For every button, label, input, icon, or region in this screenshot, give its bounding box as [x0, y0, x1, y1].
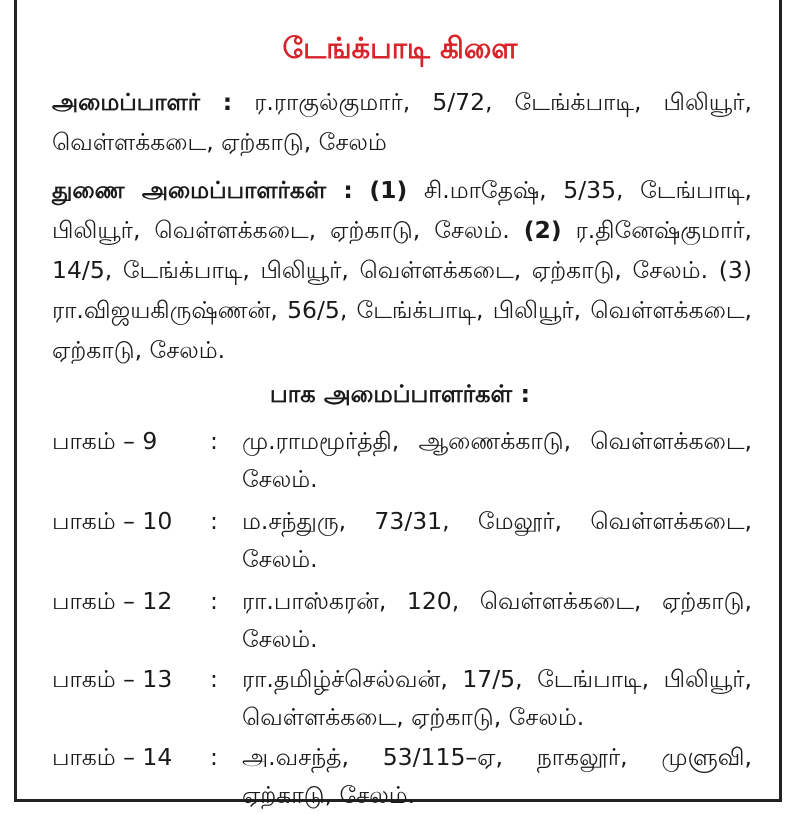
deputy-text-3: ரா.விஜயகிருஷ்ணன், 56/5, டேங்க்பாடி, பிலியூர், வெள்ளக்கடை, ஏற்காடு, சேலம்.: [52, 296, 752, 364]
deputy-num-3: (3): [718, 256, 752, 284]
ward-label: பாகம் – 9: [52, 427, 158, 455]
ward-label: பாகம் – 10: [52, 507, 173, 535]
deputy-num-2: (2): [523, 216, 562, 244]
ward-text: ரா.பாஸ்கரன், 120, வெள்ளக்கடை, ஏற்காடு, சேலம்.: [242, 587, 752, 653]
ward-label: பாகம் – 12: [52, 587, 173, 615]
ward-label: பாகம் – 14: [52, 743, 173, 771]
ward-colon: :: [210, 665, 218, 693]
ward-colon: :: [210, 427, 218, 455]
organizer-label: அமைப்பாளர் :: [52, 88, 233, 116]
deputy-text-2: ர.தினேஷ்குமார், 14/5, டேங்க்பாடி, பிலியூர், வெள்ளக்கடை, ஏற்காடு, சேலம்.: [52, 216, 752, 284]
ward-organizers-heading: பாக அமைப்பாளர்கள் :: [269, 380, 531, 408]
ward-colon: :: [210, 507, 218, 535]
ward-colon: :: [210, 587, 218, 615]
ward-text: மு.ராமமூர்த்தி, ஆணைக்காடு, வெள்ளக்கடை, சேலம்.: [242, 427, 752, 493]
organizer-text: ர.ராகுல்குமார், 5/72, டேங்க்பாடி, பிலியூர், வெள்ளக்கடை, ஏற்காடு, சேலம்: [52, 88, 752, 156]
organizer-paragraph: [52, 82, 752, 162]
ward-text: ரா.தமிழ்ச்செல்வன், 17/5, டேங்பாடி, பிலியூர், வெள்ளக்கடை, ஏற்காடு, சேலம்.: [242, 665, 752, 731]
deputy-num-1: (1): [369, 176, 408, 204]
ward-text: அ.வசந்த், 53/115–ஏ, நாகலூர், முளுவி, ஏற்காடு, சேலம்.: [242, 743, 752, 809]
ward-colon: :: [210, 743, 218, 771]
ward-text: ம.சந்துரு, 73/31, மேலூர், வெள்ளக்கடை, சேலம்.: [242, 507, 752, 573]
branch-title: டேங்க்பாடி கிளை: [282, 31, 518, 65]
ward-label: பாகம் – 13: [52, 665, 173, 693]
deputy-organizers-paragraph: [52, 170, 752, 370]
deputy-text-1: சி.மாதேஷ், 5/35, டேங்பாடி, பிலியூர், வெள்ளக்கடை, ஏற்காடு, சேலம்.: [52, 176, 752, 244]
deputy-label: துணை அமைப்பாளர்கள் :: [52, 176, 353, 204]
